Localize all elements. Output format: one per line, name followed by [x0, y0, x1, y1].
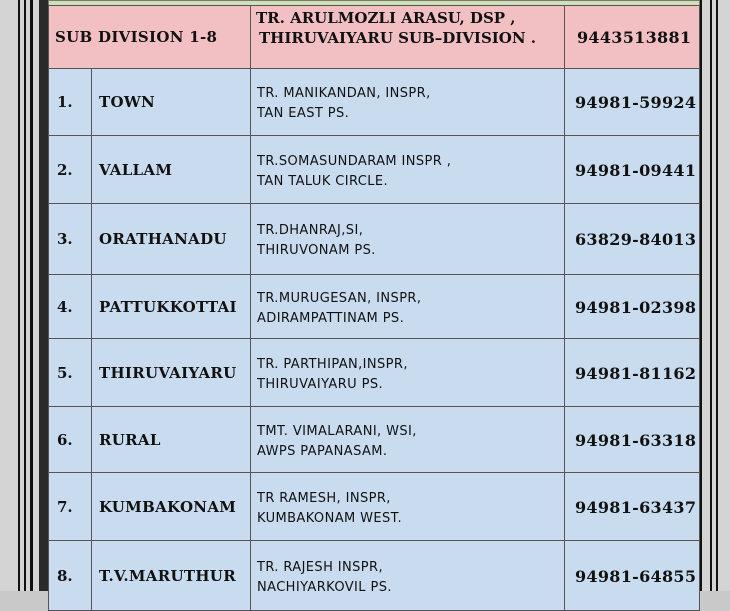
officer-station: THIRUVAIYARU PS.: [257, 377, 384, 392]
row-number-cell: [48, 203, 92, 275]
officer-name: TR RAMESH, INSPR,: [257, 491, 391, 506]
row-number-cell: [48, 274, 92, 339]
officer-station: TAN EAST PS.: [257, 106, 350, 121]
officer-station: KUMBAKONAM WEST.: [257, 511, 402, 526]
phone-cell: [564, 203, 700, 275]
phone-number: 94981-09441: [575, 161, 697, 180]
dsp-phone: 9443513881: [577, 28, 692, 47]
phone-number: 94981-63318: [575, 431, 697, 450]
officer-station: THIRUVONAM PS.: [257, 243, 376, 258]
officer-cell: [250, 274, 565, 339]
phone-cell: [564, 274, 700, 339]
station-name: PATTUKKOTTAI: [99, 298, 237, 316]
officer-name: TR.MURUGESAN, INSPR,: [257, 291, 422, 306]
frame-line: [30, 0, 33, 591]
station-name: ORATHANADU: [99, 230, 227, 248]
phone-cell: [564, 472, 700, 541]
row-number: 7.: [57, 498, 73, 516]
station-cell: [91, 472, 251, 541]
frame-line: [24, 0, 26, 591]
officer-cell: [250, 406, 565, 473]
row-number: 1.: [57, 93, 73, 111]
station-name: THIRUVAIYARU: [99, 364, 237, 382]
row-number: 4.: [57, 298, 73, 316]
row-number-cell: [48, 338, 92, 407]
station-name: RURAL: [99, 431, 161, 449]
station-name: KUMBAKONAM: [99, 498, 237, 516]
row-number: 8.: [57, 567, 73, 585]
sub-division-label: SUB DIVISION 1-8: [55, 28, 218, 46]
frame-line: [39, 0, 48, 591]
station-cell: [91, 68, 251, 136]
officer-station: NACHIYARKOVIL PS.: [257, 580, 392, 595]
officer-station: TAN TALUK CIRCLE.: [257, 174, 389, 189]
phone-number: 94981-64855: [575, 567, 697, 586]
phone-number: 94981-59924: [575, 93, 697, 112]
row-number-cell: [48, 472, 92, 541]
station-name: TOWN: [99, 93, 155, 111]
station-cell: [91, 338, 251, 407]
row-number: 2.: [57, 161, 73, 179]
phone-cell: [564, 338, 700, 407]
officer-name: TR. RAJESH INSPR,: [257, 560, 383, 575]
officer-name: TR.DHANRAJ,SI,: [257, 223, 364, 238]
frame-line: [716, 0, 718, 591]
header-phone-cell: [564, 5, 700, 69]
phone-cell: [564, 540, 700, 611]
right-margin: [700, 0, 730, 591]
officer-cell: [250, 203, 565, 275]
dsp-name: TR. ARULMOZLI ARASU, DSP ,: [256, 9, 516, 27]
phone-cell: [564, 406, 700, 473]
officer-cell: [250, 68, 565, 136]
row-number: 6.: [57, 431, 73, 449]
station-cell: [91, 203, 251, 275]
officer-cell: [250, 540, 565, 611]
row-number-cell: [48, 68, 92, 136]
header-sub-division-cell: [48, 5, 251, 69]
officer-name: TMT. VIMALARANI, WSI,: [257, 424, 417, 439]
station-name: T.V.MARUTHUR: [99, 567, 236, 585]
row-number-cell: [48, 135, 92, 204]
officer-name: TR.SOMASUNDARAM INSPR ,: [257, 154, 452, 169]
dsp-division: THIRUVAIYARU SUB–DIVISION .: [259, 29, 537, 47]
phone-cell: [564, 135, 700, 204]
officer-name: TR. MANIKANDAN, INSPR,: [257, 86, 431, 101]
row-number-cell: [48, 406, 92, 473]
phone-number: 94981-81162: [575, 364, 697, 383]
frame-line: [700, 0, 702, 591]
officer-cell: [250, 472, 565, 541]
station-cell: [91, 274, 251, 339]
phone-number: 94981-63437: [575, 498, 697, 517]
officer-name: TR. PARTHIPAN,INSPR,: [257, 357, 408, 372]
phone-number: 63829-84013: [575, 230, 697, 249]
frame-line: [18, 0, 20, 591]
station-name: VALLAM: [99, 161, 173, 179]
station-cell: [91, 540, 251, 611]
officer-station: AWPS PAPANASAM.: [257, 444, 388, 459]
header-officer-cell: [250, 5, 565, 69]
row-number: 5.: [57, 364, 73, 382]
station-cell: [91, 406, 251, 473]
phone-number: 94981-02398: [575, 298, 697, 317]
row-number-cell: [48, 540, 92, 611]
frame-line: [710, 0, 712, 591]
officer-station: ADIRAMPATTINAM PS.: [257, 311, 405, 326]
officer-cell: [250, 338, 565, 407]
contact-table: [48, 0, 700, 595]
row-number: 3.: [57, 230, 73, 248]
station-cell: [91, 135, 251, 204]
officer-cell: [250, 135, 565, 204]
phone-cell: [564, 68, 700, 136]
